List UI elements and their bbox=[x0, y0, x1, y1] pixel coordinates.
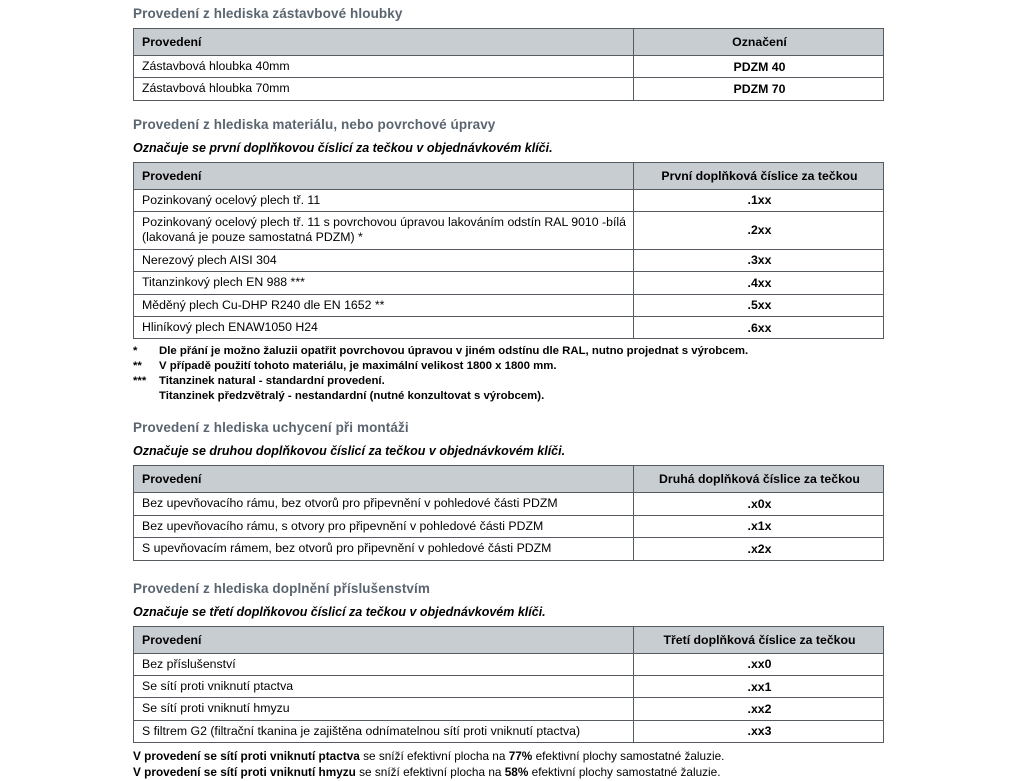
table-row bbox=[134, 212, 884, 250]
cell-description: Zástavbová hloubka 70mm bbox=[134, 78, 634, 100]
cell-description: Zástavbová hloubka 40mm bbox=[134, 56, 634, 78]
footnote-text: V případě použití tohoto materiálu, je maximální velikost 1800 x 1800 mm. bbox=[159, 360, 557, 373]
table-header-row bbox=[134, 466, 884, 493]
table-header-row bbox=[134, 29, 884, 56]
footnote-mark: ** bbox=[133, 360, 142, 373]
cell-description: Hliníkový plech ENAW1050 H24 bbox=[134, 316, 634, 338]
section-note: Označuje se první doplňkovou číslicí za tečkou v objednávkovém klíči. bbox=[133, 140, 553, 155]
spec-table bbox=[133, 465, 884, 560]
spec-table bbox=[133, 162, 884, 340]
table-row bbox=[134, 720, 884, 742]
cell-code: .2xx bbox=[634, 212, 884, 250]
cell-code: .1xx bbox=[634, 189, 884, 211]
spec-table bbox=[133, 626, 884, 743]
closing-bold-b: V provedení se sítí proti vniknutí hmyzu bbox=[133, 764, 356, 779]
spec-table bbox=[133, 28, 884, 101]
closing-tail-a: efektivní plochy samostatné žaluzie. bbox=[532, 748, 725, 763]
table-row bbox=[134, 493, 884, 515]
footnote bbox=[133, 374, 884, 389]
section-accessories bbox=[133, 581, 884, 781]
column-header-druha-cislice: Druhá doplňková číslice za tečkou bbox=[634, 466, 884, 493]
section-title: Provedení z hlediska materiálu, nebo povrchové úpravy bbox=[133, 116, 496, 132]
cell-code: PDZM 70 bbox=[634, 78, 884, 100]
table-row bbox=[134, 675, 884, 697]
cell-code: .xx2 bbox=[634, 698, 884, 720]
cell-code: .6xx bbox=[634, 316, 884, 338]
table-row bbox=[134, 78, 884, 100]
footnote bbox=[133, 389, 884, 404]
cell-description: Se sítí proti vniknutí ptactva bbox=[134, 675, 634, 697]
column-header-provedeni: Provedení bbox=[134, 466, 634, 493]
footnote-text: Titanzinek natural - standardní provedení. bbox=[159, 375, 385, 388]
closing-line-ptactva bbox=[133, 749, 884, 765]
cell-description: S upevňovacím rámem, bez otvorů pro připevnění v pohledové části PDZM bbox=[134, 538, 634, 560]
closing-text-a: se sníží efektivní plocha na bbox=[359, 748, 509, 763]
table-row bbox=[134, 316, 884, 338]
table-header-row bbox=[134, 626, 884, 653]
section-title: Provedení z hlediska zástavbové hloubky bbox=[133, 6, 403, 21]
cell-code: PDZM 40 bbox=[634, 56, 884, 78]
footnote-text: Dle přání je možno žaluzii opatřit povrchovou úpravou v jiném odstínu dle RAL, nutno projednat s výrobcem. bbox=[159, 345, 749, 358]
section-mounting bbox=[133, 420, 884, 560]
table-header-row bbox=[134, 162, 884, 189]
table-row bbox=[134, 249, 884, 271]
cell-description: Titanzinkový plech EN 988 *** bbox=[134, 272, 634, 294]
footnotes bbox=[133, 344, 884, 404]
table-row bbox=[134, 698, 884, 720]
table-row bbox=[134, 56, 884, 78]
column-header-provedeni: Provedení bbox=[134, 626, 634, 653]
table-row bbox=[134, 294, 884, 316]
cell-description: Pozinkovaný ocelový plech tř. 11 bbox=[134, 189, 634, 211]
closing-tail-b: efektivní plochy samostatné žaluzie. bbox=[528, 764, 721, 779]
cell-description: Bez příslušenství bbox=[134, 653, 634, 675]
cell-description: S filtrem G2 (filtrační tkanina je zajištěna odnímatelnou sítí proti vniknutí ptactva) bbox=[134, 720, 634, 742]
section-title: Provedení z hlediska uchycení při montáži bbox=[133, 420, 409, 436]
cell-description: Pozinkovaný ocelový plech tř. 11 s povrchovou úpravou lakováním odstín RAL 9010 -bílá (lakovaná je pouze samostatná PDZM) * bbox=[134, 212, 634, 250]
cell-code: .x0x bbox=[634, 493, 884, 515]
footnote-mark: *** bbox=[133, 375, 147, 388]
cell-description: Bez upevňovacího rámu, s otvory pro připevnění v pohledové části PDZM bbox=[134, 515, 634, 537]
closing-text-b: se sníží efektivní plocha na bbox=[355, 764, 505, 779]
footnote-mark bbox=[133, 389, 159, 404]
column-header-provedeni: Provedení bbox=[134, 29, 634, 56]
column-header-treti-cislice: Třetí doplňková číslice za tečkou bbox=[634, 626, 884, 653]
cell-code: .xx1 bbox=[634, 675, 884, 697]
cell-description: Nerezový plech AISI 304 bbox=[134, 249, 634, 271]
cell-description: Se sítí proti vniknutí hmyzu bbox=[134, 698, 634, 720]
cell-code: .xx3 bbox=[634, 720, 884, 742]
cell-code: .4xx bbox=[634, 272, 884, 294]
closing-bold-a: V provedení se sítí proti vniknutí ptactva bbox=[133, 748, 360, 763]
closing-line-hmyzu bbox=[133, 765, 884, 781]
section-note: Označuje se druhou doplňkovou číslicí za tečkou v objednávkovém klíči. bbox=[133, 444, 566, 459]
footnote bbox=[133, 359, 884, 374]
section-depth bbox=[133, 6, 884, 101]
table-row bbox=[134, 272, 884, 294]
footnote-mark: * bbox=[133, 345, 138, 358]
cell-description: Měděný plech Cu-DHP R240 dle EN 1652 ** bbox=[134, 294, 634, 316]
column-header-oznaceni: Označení bbox=[634, 29, 884, 56]
table-row bbox=[134, 515, 884, 537]
section-note: Označuje se třetí doplňkovou číslicí za tečkou v objednávkovém klíči. bbox=[133, 604, 546, 619]
footnote-text: Titanzinek předzvětralý - nestandardní (nutné konzultovat s výrobcem). bbox=[159, 390, 545, 403]
closing-pct-a: 77% bbox=[508, 748, 533, 763]
footnote bbox=[133, 344, 884, 359]
cell-description: Bez upevňovacího rámu, bez otvorů pro připevnění v pohledové části PDZM bbox=[134, 493, 634, 515]
closing-pct-b: 58% bbox=[504, 764, 529, 779]
section-material bbox=[133, 117, 884, 405]
cell-code: .3xx bbox=[634, 249, 884, 271]
cell-code: .x2x bbox=[634, 538, 884, 560]
table-row bbox=[134, 538, 884, 560]
closing-notes bbox=[133, 749, 884, 781]
table-row bbox=[134, 189, 884, 211]
column-header-prvni-cislice: První doplňková číslice za tečkou bbox=[634, 162, 884, 189]
cell-code: .xx0 bbox=[634, 653, 884, 675]
table-row bbox=[134, 653, 884, 675]
column-header-provedeni: Provedení bbox=[134, 162, 634, 189]
cell-code: .5xx bbox=[634, 294, 884, 316]
section-title: Provedení z hlediska doplnění příslušenstvím bbox=[133, 580, 430, 596]
cell-code: .x1x bbox=[634, 515, 884, 537]
